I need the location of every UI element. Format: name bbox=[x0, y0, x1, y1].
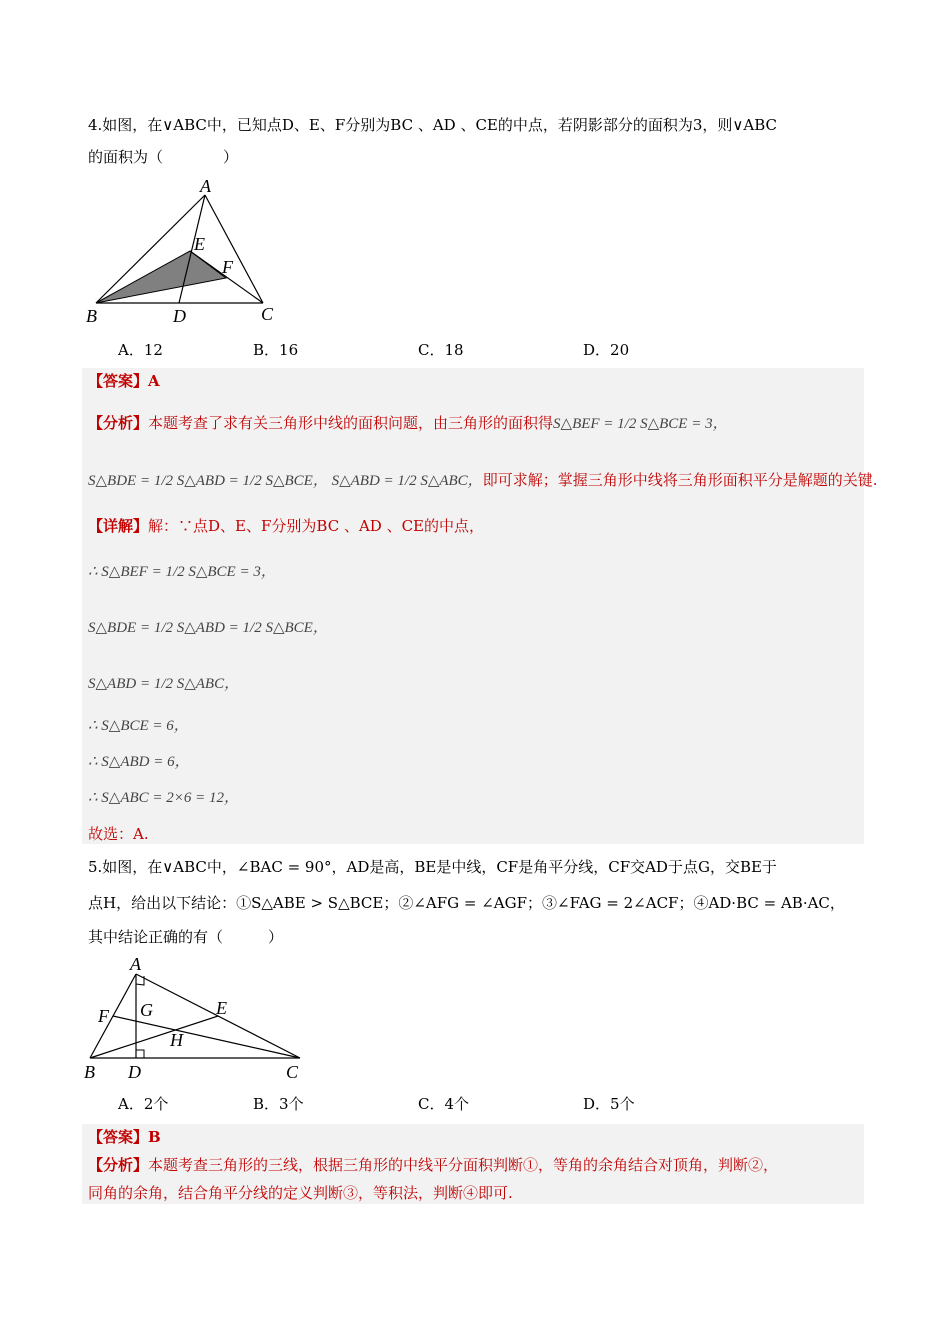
q4-analysis-math1: S△BEF = 1/2 S△BCE = 3， bbox=[553, 416, 728, 432]
q4-label-e: E bbox=[194, 234, 205, 254]
q4-label-b: B bbox=[86, 306, 97, 326]
q5-stem-line2: 点H，给出以下结论：①S△ABE > S△BCE；②∠AFG = ∠AGF；③∠FAG = 2∠ACF；④AD·BC = AB·AC， bbox=[88, 894, 845, 912]
q4-step-3: S△ABD = 1/2 S△ABC， bbox=[88, 676, 240, 692]
q4-analysis-tag: 【分析】 bbox=[88, 414, 149, 432]
q5-label-f: F bbox=[98, 1006, 109, 1026]
q5-label-b: B bbox=[84, 1062, 95, 1082]
q4-label-d: D bbox=[173, 306, 186, 326]
q4-analysis-text1: 本题考查了求有关三角形中线的面积问题，由三角形的面积得 bbox=[148, 414, 554, 432]
q4-solution-panel bbox=[82, 368, 864, 844]
q4-analysis-text2: 即可求解；掌握三角形中线将三角形面积平分是解题的关键. bbox=[482, 471, 878, 489]
q4-step-5: ∴ S△ABD = 6， bbox=[88, 754, 190, 770]
q4-step-4: ∴ S△BCE = 6， bbox=[88, 718, 189, 734]
q4-conclusion: 故选：A. bbox=[88, 825, 149, 843]
q4-analysis-math2: S△BDE = 1/2 S△ABD = 1/2 S△BCE， S△ABD = 1/2 S△ABC， bbox=[88, 473, 483, 489]
q5-stem-line3: 其中结论正确的有（ ） bbox=[88, 928, 284, 946]
q4-figure bbox=[80, 172, 290, 332]
q4-option-a: A．12 bbox=[118, 341, 163, 359]
q5-analysis-text1: 本题考查三角形的三线，根据三角形的中线平分面积判断①，等角的余角结合对顶角，判断②， bbox=[148, 1156, 779, 1174]
q5-label-a: A bbox=[130, 954, 141, 974]
q4-detail-tag: 【详解】 bbox=[88, 517, 149, 535]
q5-analysis-tag: 【分析】 bbox=[88, 1156, 149, 1174]
q4-answer: 【答案】A bbox=[88, 372, 160, 390]
q5-option-d: D．5个 bbox=[583, 1095, 635, 1113]
q4-detail-line1 bbox=[88, 514, 484, 538]
q4-step-6: ∴ S△ABC = 2×6 = 12， bbox=[88, 790, 240, 806]
q5-label-h: H bbox=[170, 1030, 183, 1050]
q4-stem-line2: 的面积为（ ） bbox=[88, 148, 239, 166]
q4-detail-text1: 解：∵点D、E、F分别为BC 、AD 、CE的中点， bbox=[148, 517, 485, 535]
q4-label-a: A bbox=[200, 176, 211, 196]
q4-option-b: B．16 bbox=[253, 341, 299, 359]
q5-figure bbox=[80, 952, 310, 1087]
q5-option-c: C．4个 bbox=[418, 1095, 470, 1113]
q4-analysis-line2 bbox=[88, 468, 877, 493]
q5-analysis-line1 bbox=[88, 1153, 778, 1177]
q5-stem-line1: 5.如图，在∨ABC中，∠BAC = 90°，AD是高，BE是中线，CF是角平分线，CF交AD于点G，交BE于 bbox=[88, 858, 777, 876]
q5-analysis-line2: 同角的余角，结合角平分线的定义判断③，等积法，判断④即可. bbox=[88, 1184, 513, 1202]
q5-label-g: G bbox=[140, 1000, 153, 1020]
q4-shaded-triangle bbox=[96, 251, 226, 303]
q4-label-c: C bbox=[261, 304, 274, 324]
q4-stem-line1: 4.如图，在∨ABC中，已知点D、E、F分别为BC 、AD 、CE的中点，若阴影部分的面积为3，则∨ABC bbox=[88, 116, 778, 134]
q5-option-b: B．3个 bbox=[253, 1095, 304, 1113]
q5-label-d: D bbox=[128, 1062, 141, 1082]
q4-label-f: F bbox=[222, 257, 233, 277]
q4-step-2: S△BDE = 1/2 S△ABD = 1/2 S△BCE， bbox=[88, 620, 328, 636]
q5-option-a: A．2个 bbox=[118, 1095, 169, 1113]
q5-answer: 【答案】B bbox=[88, 1128, 161, 1146]
q4-step-1: ∴ S△BEF = 1/2 S△BCE = 3， bbox=[88, 564, 276, 580]
q4-option-c: C．18 bbox=[418, 341, 464, 359]
q5-label-c: C bbox=[286, 1062, 299, 1082]
q5-label-e: E bbox=[216, 998, 227, 1018]
q4-option-d: D．20 bbox=[583, 341, 630, 359]
q4-analysis-line1 bbox=[88, 411, 728, 436]
